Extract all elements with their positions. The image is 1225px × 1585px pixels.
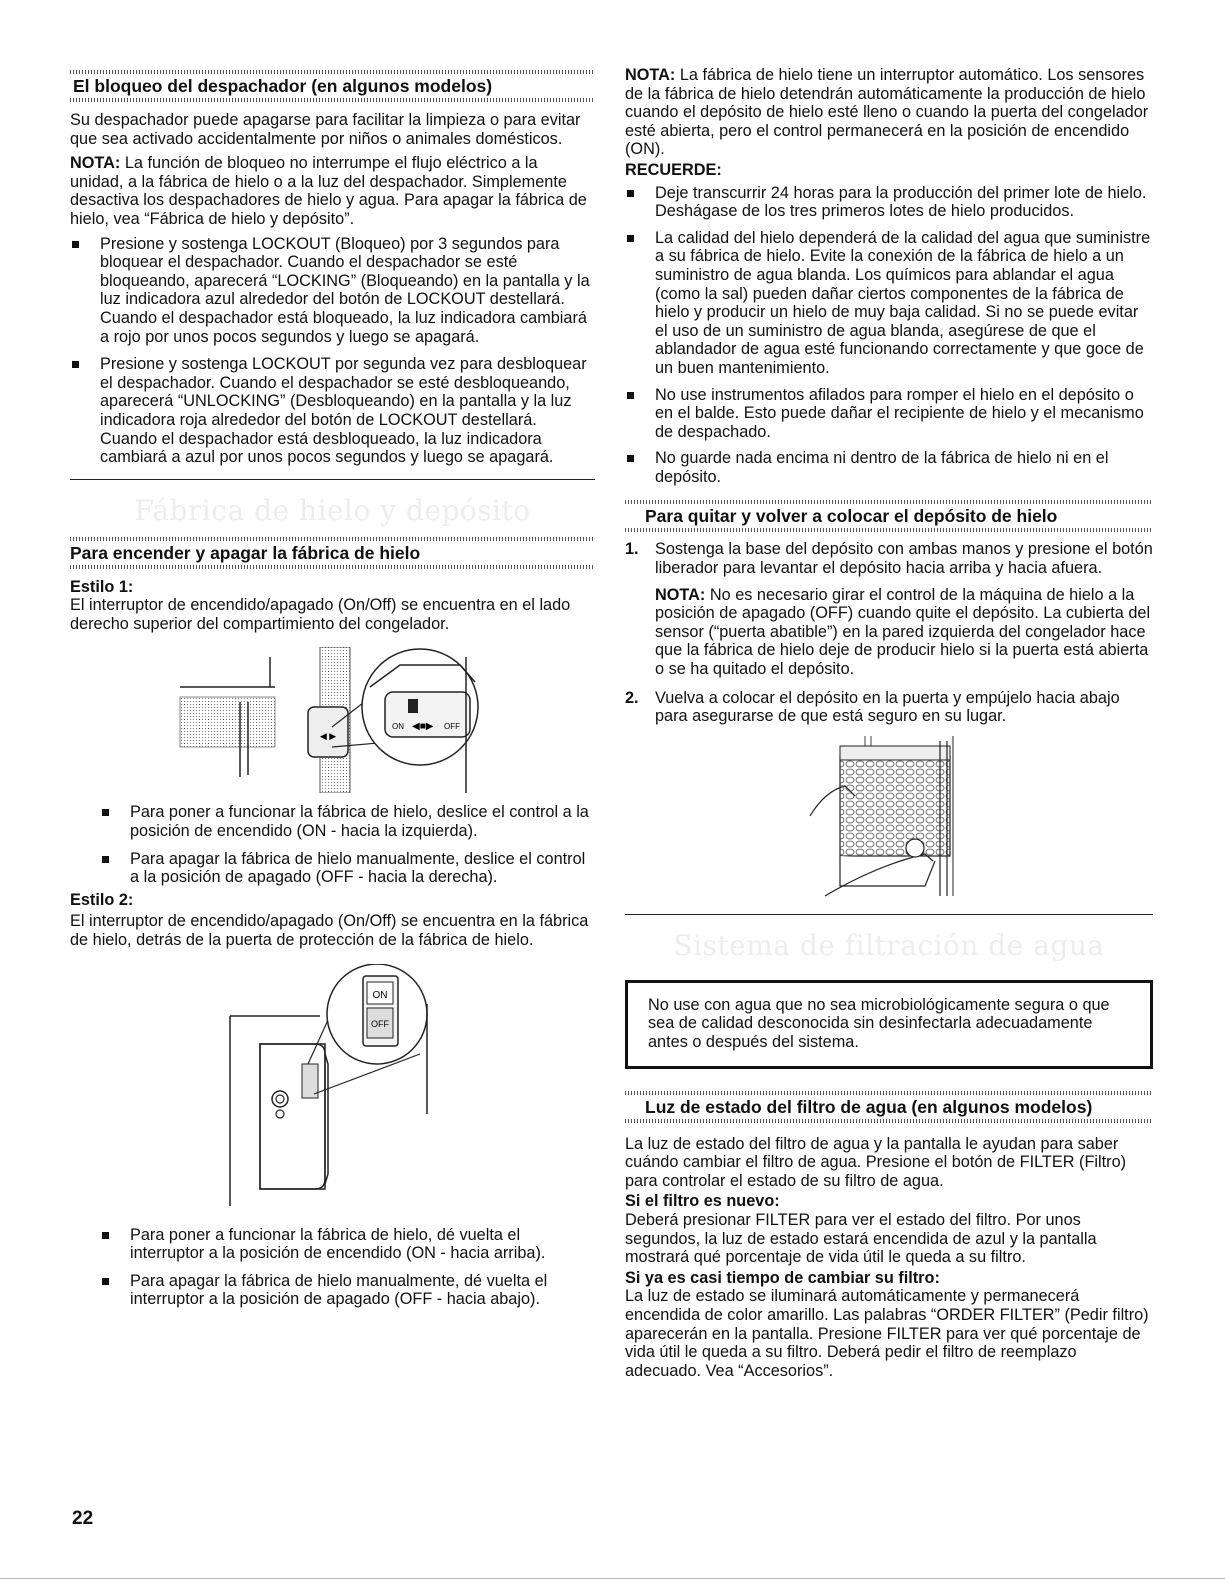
slider-on-label: ON xyxy=(392,722,404,732)
freezer-slider-switch-illustration xyxy=(70,647,595,793)
note-text: No es necesario girar el control de la máquina de hielo a la posición de apagado (OFF) cuando quite el depósito. La cubierta del sensor (“puerta abatible”) en la pared izquierda del congelador hace que la fábrica de hielo deje de producir hielo si la puerta está abierta o se ha quitado el depósito. xyxy=(655,585,1151,679)
icemaker-rocker-switch-illustration xyxy=(70,964,595,1206)
step-number: 1. xyxy=(625,540,639,559)
section-rule xyxy=(625,914,1153,915)
step-number: 2. xyxy=(625,688,639,707)
paragraph: La luz de estado se iluminará automáticamente y permanecerá encendida de color amarillo. Las palabras “ORDER FILTER” (Pedir filtro) aparecerán en la pantalla. Presione FILTER para ver qué porcentaje de vida útil le queda a su filtro. Deberá pedir el filtro de reemplazo adecuado. Vea “Accesorios”. xyxy=(625,1287,1149,1380)
paragraph: El interruptor de encendido/apagado (On/Off) se encuentra en la fábrica de hielo, detrás de la puerta de protección de la fábrica de hielo. xyxy=(70,912,589,950)
list-item: No guarde nada encima ni dentro de la fábrica de hielo ni en el depósito. xyxy=(625,449,1153,486)
bin-steps xyxy=(625,540,1153,725)
lockout-heading-block xyxy=(70,74,595,98)
style2-illustration xyxy=(70,964,595,1206)
right-column xyxy=(625,0,1153,1380)
list-item: Presione y sostenga LOCKOUT por segunda vez para desbloquear el despachador. Cuando el despachador se esté desbloqueando, aparecerá “UNLOCKING” (Desbloqueando) en la pantalla y la luz indicadora roja alrededor del botón de LOCKOUT destellará. Cuando el despachador está desbloqueado, la luz indicadora cambiará a azul por unos pocos segundos y luego se apagará. xyxy=(70,355,595,467)
page-number: 22 xyxy=(72,1508,94,1529)
filter-almost-label: Si ya es casi tiempo de cambiar su filtro: xyxy=(625,1268,940,1287)
left-column xyxy=(70,0,595,1309)
list-item: La calidad del hielo dependerá de la calidad del agua que suministre a su fábrica de hielo. Evite la conexión de la fábrica de hielo a un suministro de agua blanda. Los químicos para ablandar el agua (como la sal) pueden dañar ciertos componentes de la fábrica de hielo y producir un hielo de muy baja calidad. Si no se puede evitar el uso de un suministro de agua blanda, asegúrese de que el ablandador de agua esté funcionando correctamente y que goce de un buen mantenimiento. xyxy=(625,229,1153,378)
style1-illustration xyxy=(70,647,595,793)
section-title: Sistema de filtración de agua xyxy=(673,928,1105,962)
svg-text:◀ ▶: ◀ ▶ xyxy=(319,731,337,742)
note-label: NOTA: xyxy=(625,66,676,84)
note-paragraph xyxy=(70,154,595,228)
page-bottom-line xyxy=(0,1578,1225,1579)
note-label: NOTA: xyxy=(70,154,121,173)
remember-bullets xyxy=(625,184,1153,487)
section-heading: Luz de estado del filtro de agua (en algunos modelos) xyxy=(645,1096,1093,1117)
style1-bullets xyxy=(70,803,595,886)
note-label: NOTA: xyxy=(655,585,706,604)
section-heading: Para encender y apagar la fábrica de hielo xyxy=(70,542,421,563)
divider xyxy=(625,528,1153,532)
filter-heading-block xyxy=(625,1095,1153,1119)
style2-bullets xyxy=(70,1226,595,1309)
list-item xyxy=(625,689,1153,726)
lockout-bullets xyxy=(70,235,595,467)
style1-label: Estilo 1: xyxy=(70,577,134,596)
list-item: Para apagar la fábrica de hielo manualmente, dé vuelta el interruptor a la posición de apagado (OFF - hacia abajo). xyxy=(100,1272,595,1309)
svg-text:◀■▶: ◀■▶ xyxy=(412,721,434,733)
divider xyxy=(70,98,595,102)
note-text: La función de bloqueo no interrumpe el flujo eléctrico a la unidad, a la fábrica de hielo o a la luz del despachador. Simplemente desactiva los despachadores de hielo y agua. Para apagar la fábrica de hielo, vea “Fábrica de hielo y depósito”. xyxy=(70,154,587,228)
warning-box xyxy=(625,980,1153,1069)
switch-on-label: ON xyxy=(372,989,388,1001)
ice-bin-removal-illustration xyxy=(625,736,1153,908)
section-heading: Para quitar y volver a colocar el depósito de hielo xyxy=(645,506,1058,527)
bin-heading-block xyxy=(625,504,1153,528)
section-heading: El bloqueo del despachador (en algunos modelos) xyxy=(73,76,493,96)
onoff-heading-block xyxy=(70,541,595,565)
divider xyxy=(625,1119,1153,1123)
step-text: Vuelva a colocar el depósito en la puerta y empújelo hacia abajo para asegurarse de que está seguro en su lugar. xyxy=(655,688,1120,726)
section-rule xyxy=(70,479,595,480)
paragraph: Deberá presionar FILTER para ver el estado del filtro. Por unos segundos, la luz de estado estará encendida de azul y la pantalla mostrará qué porcentaje de vida útil le queda a su filtro. xyxy=(625,1210,1097,1267)
remember-label: RECUERDE: xyxy=(625,160,722,179)
list-item: Para apagar la fábrica de hielo manualmente, deslice el control a la posición de apagado (OFF - hacia la derecha). xyxy=(100,850,595,887)
filter-new-label: Si el filtro es nuevo: xyxy=(625,1192,780,1211)
list-item xyxy=(625,540,1153,678)
slider-off-label: OFF xyxy=(444,722,460,732)
style2-label: Estilo 2: xyxy=(70,890,134,909)
list-item: Presione y sostenga LOCKOUT (Bloqueo) por 3 segundos para bloquear el despachador. Cuando el despachador se esté bloqueando, aparecerá “LOCKING” (Bloqueando) en la pantalla y la luz indicadora azul alrededor del botón de LOCKOUT destellará. Cuando el despachador está bloqueado, la luz indicadora cambiará a rojo por unos pocos segundos y luego se apagará. xyxy=(70,235,595,347)
list-item: Para poner a funcionar la fábrica de hielo, dé vuelta el interruptor a la posición de encendido (ON - hacia arriba). xyxy=(100,1226,595,1263)
paragraph: Su despachador puede apagarse para facilitar la limpieza o para evitar que sea activado accidentalmente por niños o animales domésticos. xyxy=(70,111,581,148)
switch-off-label: OFF xyxy=(371,1018,389,1029)
section-title: Fábrica de hielo y depósito xyxy=(134,493,531,527)
paragraph: El interruptor de encendido/apagado (On/Off) se encuentra en el lado derecho superior del compartimiento del congelador. xyxy=(70,596,571,633)
list-item: Para poner a funcionar la fábrica de hielo, deslice el control a la posición de encendido (ON - hacia la izquierda). xyxy=(100,803,595,840)
warning-text: No use con agua que no sea microbiológicamente segura o que sea de calidad desconocida sin desinfectarla adecuadamente antes o después del sistema. xyxy=(648,995,1110,1051)
paragraph: La luz de estado del filtro de agua y la pantalla le ayudan para saber cuándo cambiar el filtro de agua. Presione el botón de FILTER (Filtro) para controlar el estado de su filtro de agua. xyxy=(625,1134,1127,1190)
note-paragraph xyxy=(625,66,1153,159)
ice-bin-illustration-wrap xyxy=(625,736,1153,908)
list-item: No use instrumentos afilados para romper el hielo en el depósito o en el balde. Esto puede dañar el recipiente de hielo y el mecanismo de despachado. xyxy=(625,386,1153,442)
divider xyxy=(70,565,595,569)
list-item: Deje transcurrir 24 horas para la producción del primer lote de hielo. Deshágase de los tres primeros lotes de hielo producidos. xyxy=(625,184,1153,221)
step-note xyxy=(655,586,1153,679)
note-text: La fábrica de hielo tiene un interruptor automático. Los sensores de la fábrica de hielo detendrán automáticamente la producción de hielo cuando el depósito de hielo esté lleno o cuando la puerta del congelador esté abierta, pero el control permanecerá en la posición de encendido (ON). xyxy=(625,66,1149,159)
step-text: Sostenga la base del depósito con ambas manos y presione el botón liberador para levantar el depósito hacia arriba y hacia afuera. xyxy=(655,540,1153,578)
